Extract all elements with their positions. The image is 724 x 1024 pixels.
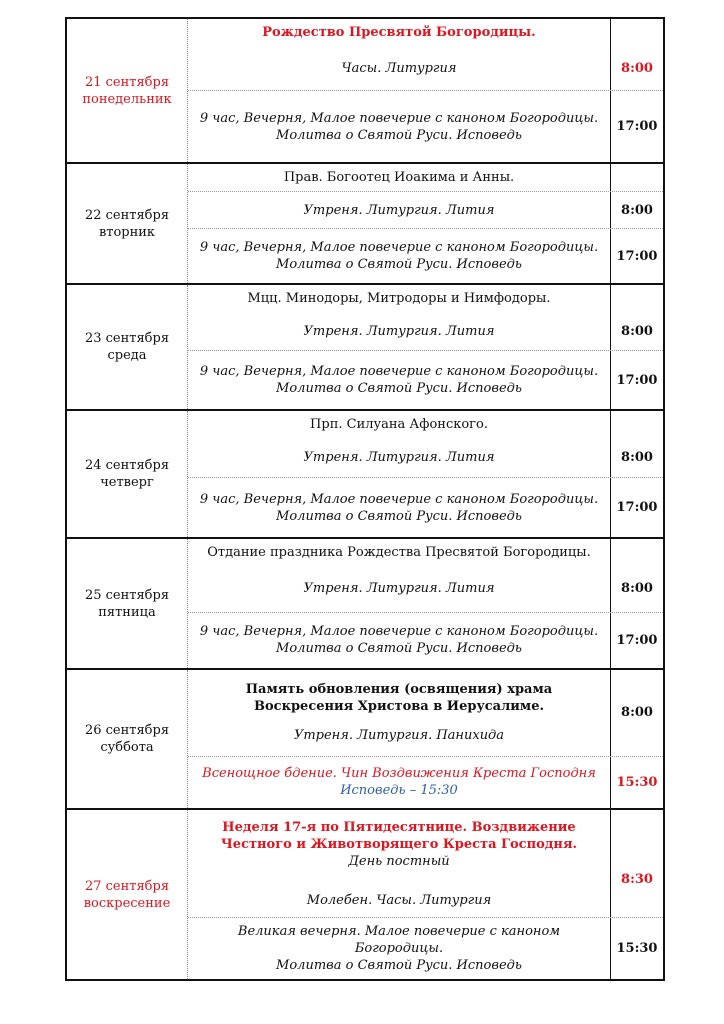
event-text: 9 час, Вечерня, Малое повечерие с каноном Богородицы. Молитва о Святой Руси. Исповедь [199,624,599,657]
weekday-label: пятница [98,604,156,620]
events-cell [188,164,663,283]
date-label: 24 сентября [84,458,170,473]
date-cell [67,810,188,979]
date-label: 26 сентября [84,723,170,738]
feast-title: Прп. Силуана Афонского. [310,417,488,432]
event-row [188,90,663,162]
schedule-table [65,17,665,981]
event-text: 9 час, Вечерня, Малое повечерие с каноном Богородицы. Молитва о Святой Руси. Исповедь [199,110,599,143]
event-time: 17:00 [610,613,663,668]
event-time: 8:00 [610,566,663,612]
feast-row [188,19,663,46]
date-cell [67,164,188,283]
event-time: 15:30 [610,918,663,979]
day-row [67,808,663,979]
event-text: Утреня. Литургия. Лития [303,581,495,597]
event-text: Всенощное бдение. Чин Воздвижения Креста Господня Исповедь – 15:30 [202,766,596,799]
event-time: 17:00 [610,351,663,409]
event-text: Утреня. Литургия. Панихида [293,728,505,744]
event-time: 15:30 [610,757,663,808]
day-row [67,283,663,409]
feast-and-event [188,670,610,756]
event-time: 8:00 [610,192,663,228]
feast-row [188,539,663,566]
date-label: 22 сентября [84,207,170,223]
events-cell [188,670,663,808]
events-cell [188,539,663,668]
feast-event-row [188,810,663,917]
event-time: 8:30 [610,810,663,917]
event-time: 17:00 [610,91,663,162]
event-time: 8:00 [610,46,663,90]
event-row [188,612,663,668]
date-cell [67,539,188,668]
date-cell [67,411,188,537]
weekday-label: четверг [100,475,154,490]
date-label: 23 сентября [84,331,170,346]
event-text: 9 час, Вечерня, Малое повечерие с каноном Богородицы. Молитва о Святой Руси. Исповедь [199,364,599,397]
events-cell [188,285,663,409]
feast-title: Мцц. Минодоры, Митродоры и Нимфодоры. [247,291,551,306]
event-row [188,312,663,350]
event-time: 17:00 [610,478,663,537]
feast-title: Рождество Пресвятой Богородицы. [262,25,536,40]
feast-and-event [188,810,610,917]
event-time: 8:00 [610,312,663,350]
feast-row [188,285,663,312]
date-label: 21 сентября [84,74,170,90]
event-time: 8:00 [610,438,663,477]
feast-title: Память обновления (освящения) храма [245,682,553,698]
day-row [67,19,663,162]
events-cell [188,810,663,979]
weekday-label: среда [107,348,147,363]
event-text: 9 час, Вечерня, Малое повечерие с каноном Богородицы. Молитва о Святой Руси. Исповедь [199,491,599,524]
event-row [188,477,663,537]
event-text: Часы. Литургия [341,60,457,76]
event-row [188,191,663,228]
event-time: 17:00 [610,229,663,283]
weekday-label: воскресение [83,895,171,911]
day-row [67,409,663,537]
event-row [188,46,663,90]
feast-row [188,164,663,191]
weekday-label: суббота [100,740,154,755]
feast-note: День постный [348,853,450,869]
feast-event-row [188,670,663,756]
date-label: 27 сентября [84,878,170,894]
events-cell [188,19,663,162]
date-cell [67,285,188,409]
event-text: Утреня. Литургия. Лития [303,450,495,466]
event-row [188,350,663,409]
event-text: Утреня. Литургия. Лития [303,202,495,218]
event-text: Утреня. Литургия. Лития [303,323,495,339]
event-text: 9 час, Вечерня, Малое повечерие с каноном Богородицы. Молитва о Святой Руси. Исповедь [199,240,599,272]
feast-title-line2: Воскресения Христова в Иерусалиме. [254,699,544,715]
date-label: 25 сентября [84,587,170,603]
weekday-label: вторник [98,224,156,240]
date-cell [67,19,188,162]
feast-title: Неделя 17-я по Пятидесятнице. Воздвижение [222,819,576,835]
event-row [188,917,663,979]
event-row [188,756,663,808]
day-row [67,162,663,283]
feast-title: Прав. Богоотец Иоакима и Анны. [283,170,515,185]
weekday-label: понедельник [82,91,172,107]
date-cell [67,670,188,808]
feast-title: Отдание праздника Рождества Пресвятой Богородицы. [207,545,591,560]
feast-row [188,411,663,438]
event-time: 8:00 [610,670,663,756]
event-text: Великая вечерня. Малое повечерие с каноном Богородицы. Молитва о Святой Руси. Исповедь [237,924,561,973]
day-row [67,668,663,808]
event-row [188,228,663,283]
event-row [188,438,663,477]
day-row [67,537,663,668]
event-row [188,566,663,612]
events-cell [188,411,663,537]
feast-title-line2: Честного и Животворящего Креста Господня. [220,836,578,852]
event-text: Молебен. Часы. Литургия [306,892,492,908]
